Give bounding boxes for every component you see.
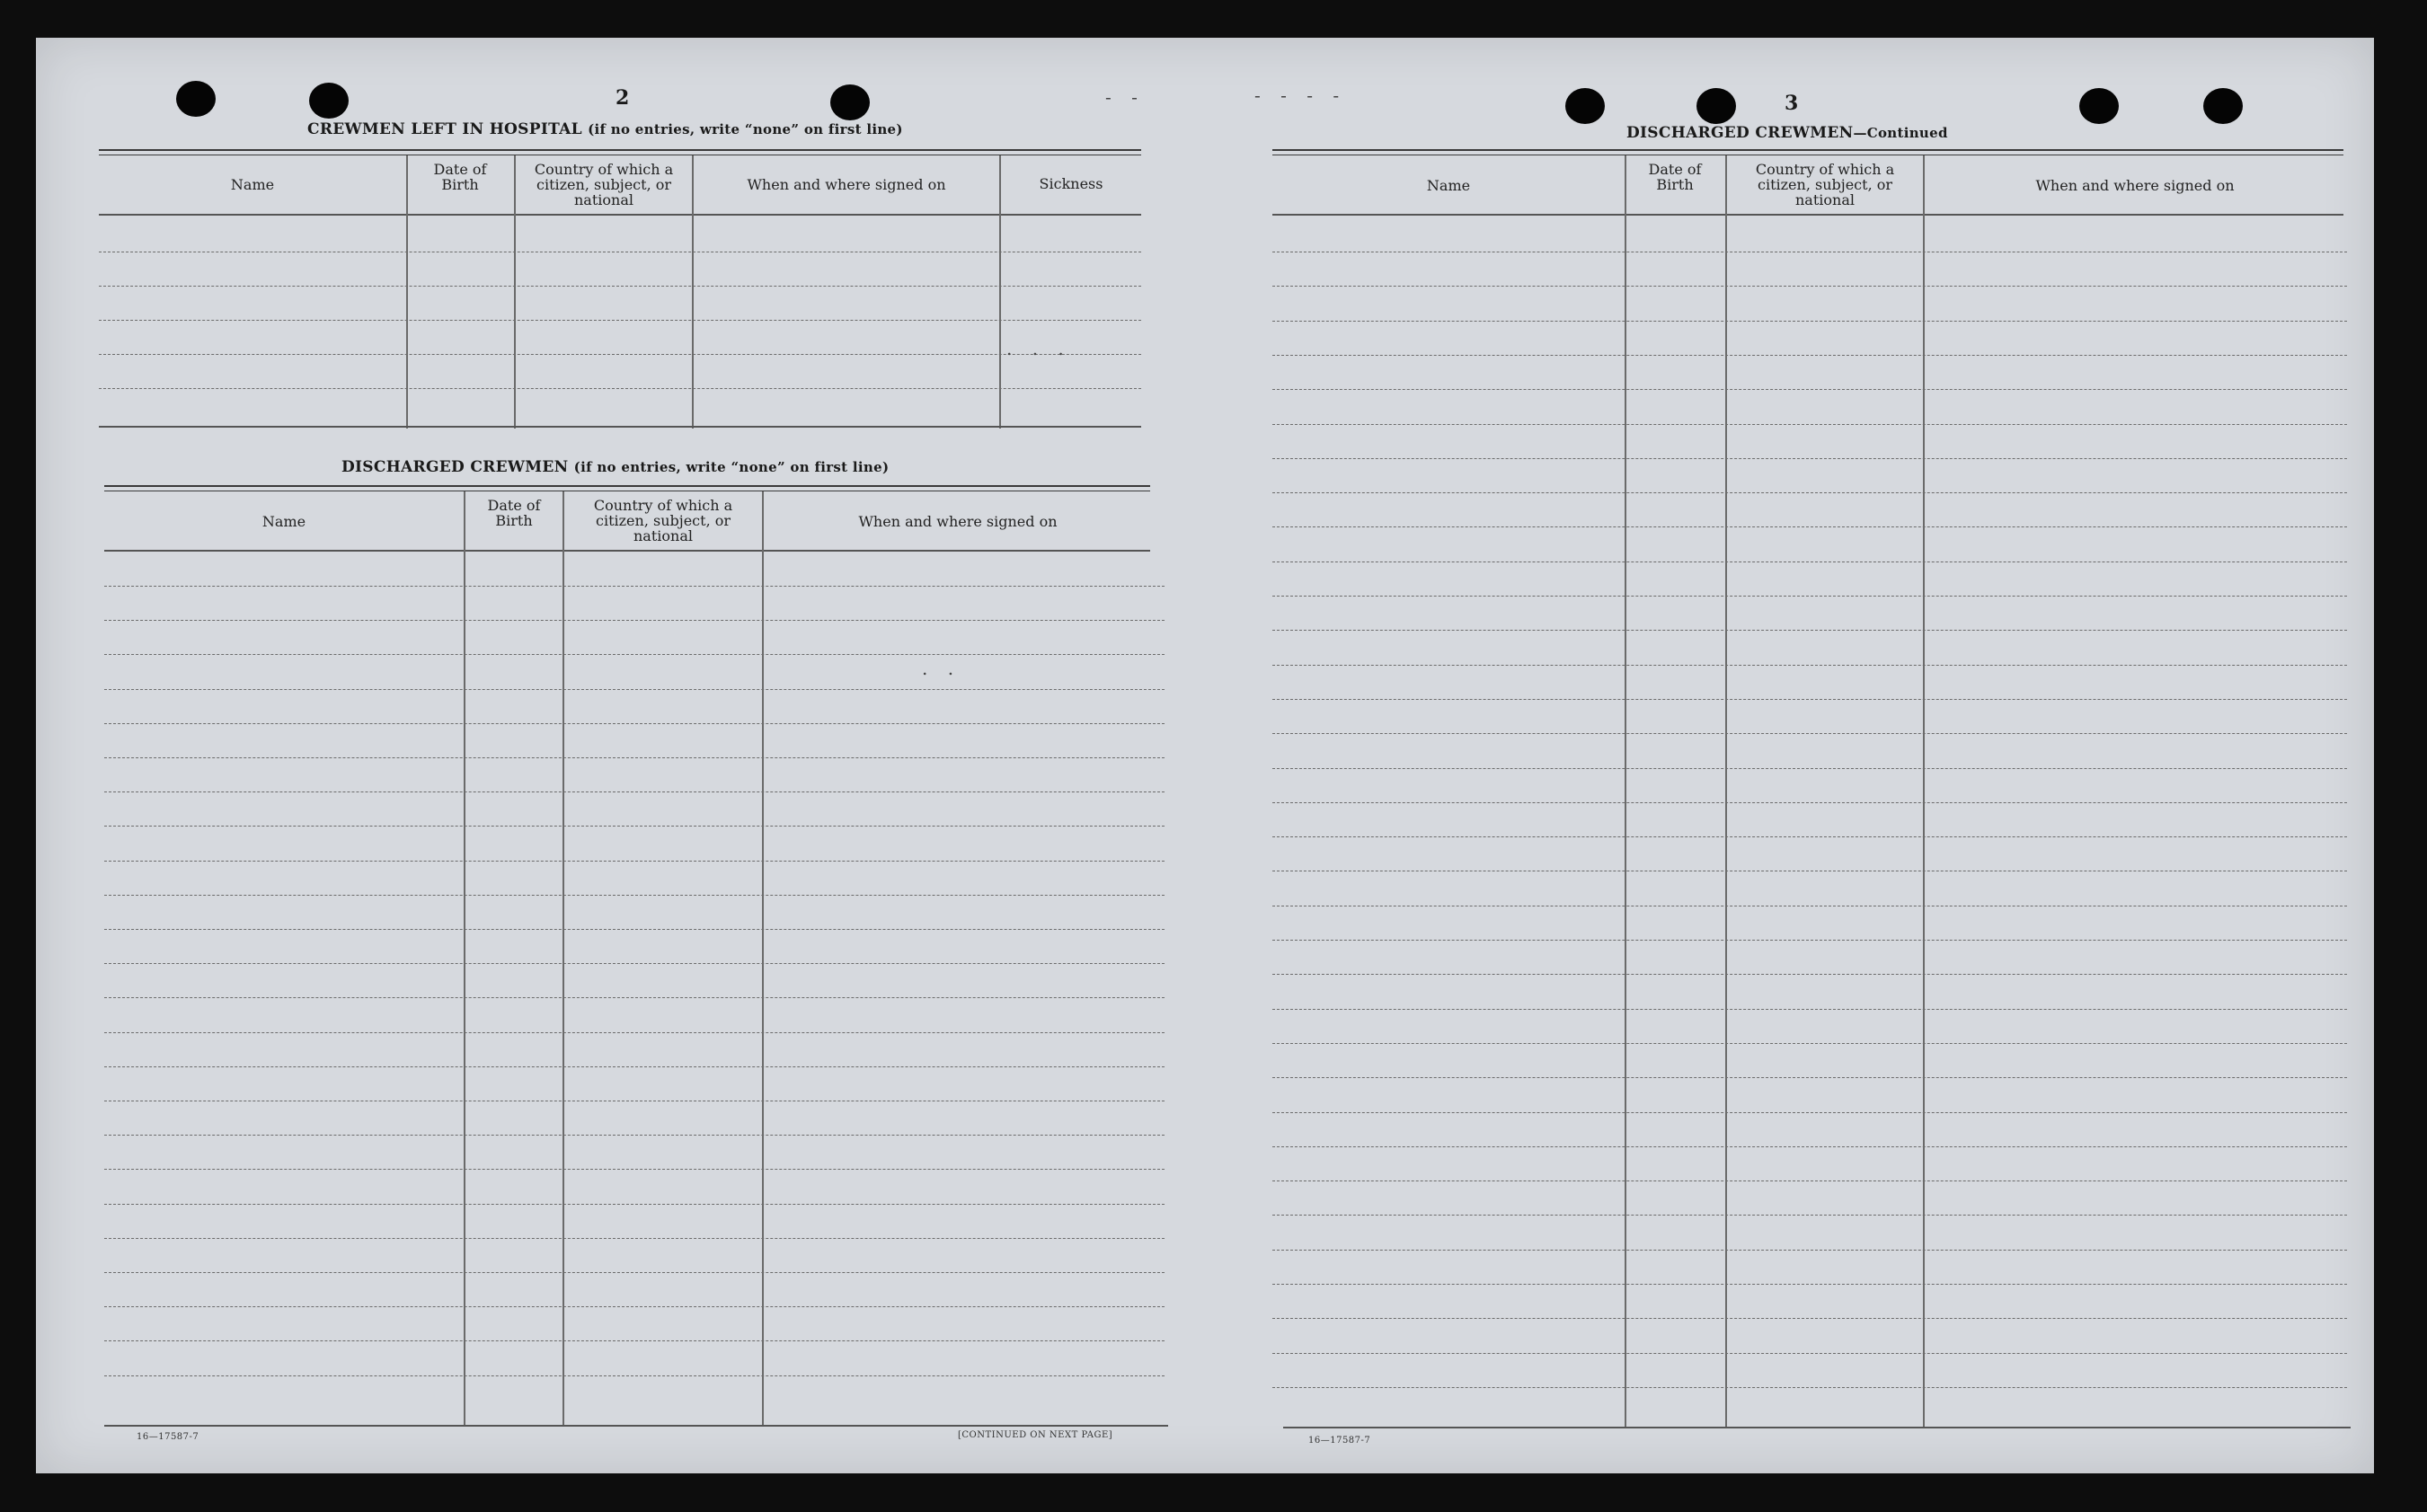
column-header-signed-on: When and where signed on bbox=[747, 176, 946, 193]
table-bottom-rule bbox=[1283, 1427, 2351, 1428]
header-rule bbox=[104, 550, 1150, 552]
document-sheet bbox=[36, 38, 2374, 1473]
table-row bbox=[1272, 940, 2347, 941]
discharged-continued-text: DISCHARGED CREWMEN bbox=[1626, 124, 1854, 142]
table-row bbox=[1272, 1284, 2347, 1285]
faint-mark: . . . bbox=[1006, 338, 1071, 359]
column-header-name: Name bbox=[261, 513, 306, 530]
table-row bbox=[104, 1169, 1165, 1170]
column-header-country: Country of which a citizen, subject, or national bbox=[534, 161, 674, 208]
table-row bbox=[104, 620, 1165, 621]
discharged-continued-title bbox=[1626, 124, 1948, 142]
column-header-country: Country of which a citizen, subject, or national bbox=[593, 497, 733, 544]
table-row bbox=[1272, 424, 2347, 425]
table-row bbox=[104, 1066, 1165, 1067]
table-row bbox=[104, 1135, 1165, 1136]
table-row bbox=[1272, 355, 2347, 356]
punch-hole bbox=[2203, 88, 2243, 124]
punch-hole bbox=[176, 81, 216, 117]
discharged-title bbox=[341, 458, 889, 476]
table-row bbox=[1272, 1077, 2347, 1078]
continued-note: [CONTINUED ON NEXT PAGE] bbox=[958, 1430, 1113, 1440]
table-row bbox=[104, 997, 1165, 998]
table-row bbox=[1272, 768, 2347, 769]
table-row bbox=[104, 723, 1165, 724]
table-row bbox=[1272, 1009, 2347, 1010]
form-number-right: 16—17587-7 bbox=[1308, 1436, 1371, 1446]
table-row bbox=[104, 757, 1165, 758]
punch-hole bbox=[1696, 88, 1736, 124]
discharged-title-text: DISCHARGED CREWMEN bbox=[341, 458, 569, 476]
table-row bbox=[104, 826, 1165, 827]
table-row bbox=[1272, 733, 2347, 734]
table-row bbox=[1272, 1112, 2347, 1113]
table-row bbox=[1272, 1146, 2347, 1147]
table-row bbox=[99, 354, 1141, 355]
table-bottom-rule bbox=[99, 426, 1141, 428]
page-number-left: 2 bbox=[616, 86, 630, 110]
table-row bbox=[104, 895, 1165, 896]
table-row bbox=[1272, 802, 2347, 803]
table-row bbox=[1272, 492, 2347, 493]
table-top-rule bbox=[1272, 149, 2343, 151]
table-row bbox=[104, 1238, 1165, 1239]
table-row bbox=[1272, 1215, 2347, 1216]
column-header-country: Country of which a citizen, subject, or national bbox=[1755, 161, 1895, 208]
table-row bbox=[1272, 974, 2347, 975]
table-row bbox=[99, 320, 1141, 321]
column-header-dob: Date of Birth bbox=[487, 497, 541, 529]
column-header-signed-on: When and where signed on bbox=[858, 513, 1058, 530]
table-row bbox=[1272, 1043, 2347, 1044]
hospital-title-text: CREWMEN LEFT IN HOSPITAL bbox=[307, 120, 582, 138]
table-row bbox=[1272, 458, 2347, 459]
column-divider bbox=[1725, 155, 1727, 1428]
column-header-signed-on: When and where signed on bbox=[2035, 177, 2235, 194]
table-row bbox=[1272, 1180, 2347, 1181]
column-divider bbox=[762, 491, 764, 1426]
faint-mark: - - - - bbox=[1254, 84, 1347, 106]
table-row bbox=[104, 1375, 1165, 1376]
table-row bbox=[1272, 321, 2347, 322]
table-top-rule bbox=[99, 149, 1141, 151]
table-bottom-rule bbox=[104, 1425, 1168, 1427]
table-row bbox=[104, 1272, 1165, 1273]
table-row bbox=[1272, 1318, 2347, 1319]
table-row bbox=[1272, 561, 2347, 562]
table-row bbox=[1272, 526, 2347, 527]
table-row bbox=[104, 1204, 1165, 1205]
table-row bbox=[1272, 836, 2347, 837]
table-row bbox=[104, 1306, 1165, 1307]
table-row bbox=[1272, 665, 2347, 666]
table-row bbox=[1272, 389, 2347, 390]
table-row bbox=[104, 861, 1165, 862]
column-header-name: Name bbox=[1426, 177, 1471, 194]
punch-hole bbox=[309, 83, 349, 119]
column-divider bbox=[1625, 155, 1626, 1428]
faint-mark: . . bbox=[922, 658, 961, 679]
column-header-dob: Date of Birth bbox=[433, 161, 487, 193]
table-row bbox=[104, 654, 1165, 655]
table-row bbox=[1272, 699, 2347, 700]
hospital-note: (if no entries, write “none” on first line) bbox=[588, 121, 903, 137]
punch-hole bbox=[830, 84, 870, 120]
table-row bbox=[104, 1340, 1165, 1341]
header-rule bbox=[99, 214, 1141, 216]
discharged-note: (if no entries, write “none” on first line) bbox=[573, 459, 890, 475]
column-header-dob: Date of Birth bbox=[1648, 161, 1702, 193]
table-row bbox=[1272, 286, 2347, 287]
table-row bbox=[1272, 1353, 2347, 1354]
table-row bbox=[1272, 596, 2347, 597]
table-row bbox=[1272, 630, 2347, 631]
table-row bbox=[104, 1032, 1165, 1033]
header-rule bbox=[1272, 214, 2343, 216]
column-divider bbox=[562, 491, 564, 1426]
form-number-left: 16—17587-7 bbox=[137, 1432, 199, 1442]
table-row bbox=[104, 791, 1165, 792]
table-row bbox=[1272, 1250, 2347, 1251]
column-header-sickness: Sickness bbox=[1039, 175, 1103, 192]
hospital-title bbox=[307, 120, 903, 138]
punch-hole bbox=[1565, 88, 1605, 124]
table-row bbox=[104, 689, 1165, 690]
table-row bbox=[104, 929, 1165, 930]
table-row bbox=[104, 963, 1165, 964]
continued-suffix: —Continued bbox=[1853, 125, 1948, 141]
faint-mark: - - bbox=[1105, 86, 1145, 108]
punch-hole bbox=[2079, 88, 2119, 124]
column-header-name: Name bbox=[230, 176, 275, 193]
table-row bbox=[99, 286, 1141, 287]
table-row bbox=[104, 586, 1165, 587]
table-top-rule bbox=[104, 485, 1150, 487]
column-divider bbox=[464, 491, 465, 1426]
table-row bbox=[1272, 1387, 2347, 1388]
column-divider bbox=[1923, 155, 1925, 1428]
page-number-right: 3 bbox=[1785, 92, 1799, 115]
table-row bbox=[99, 388, 1141, 389]
